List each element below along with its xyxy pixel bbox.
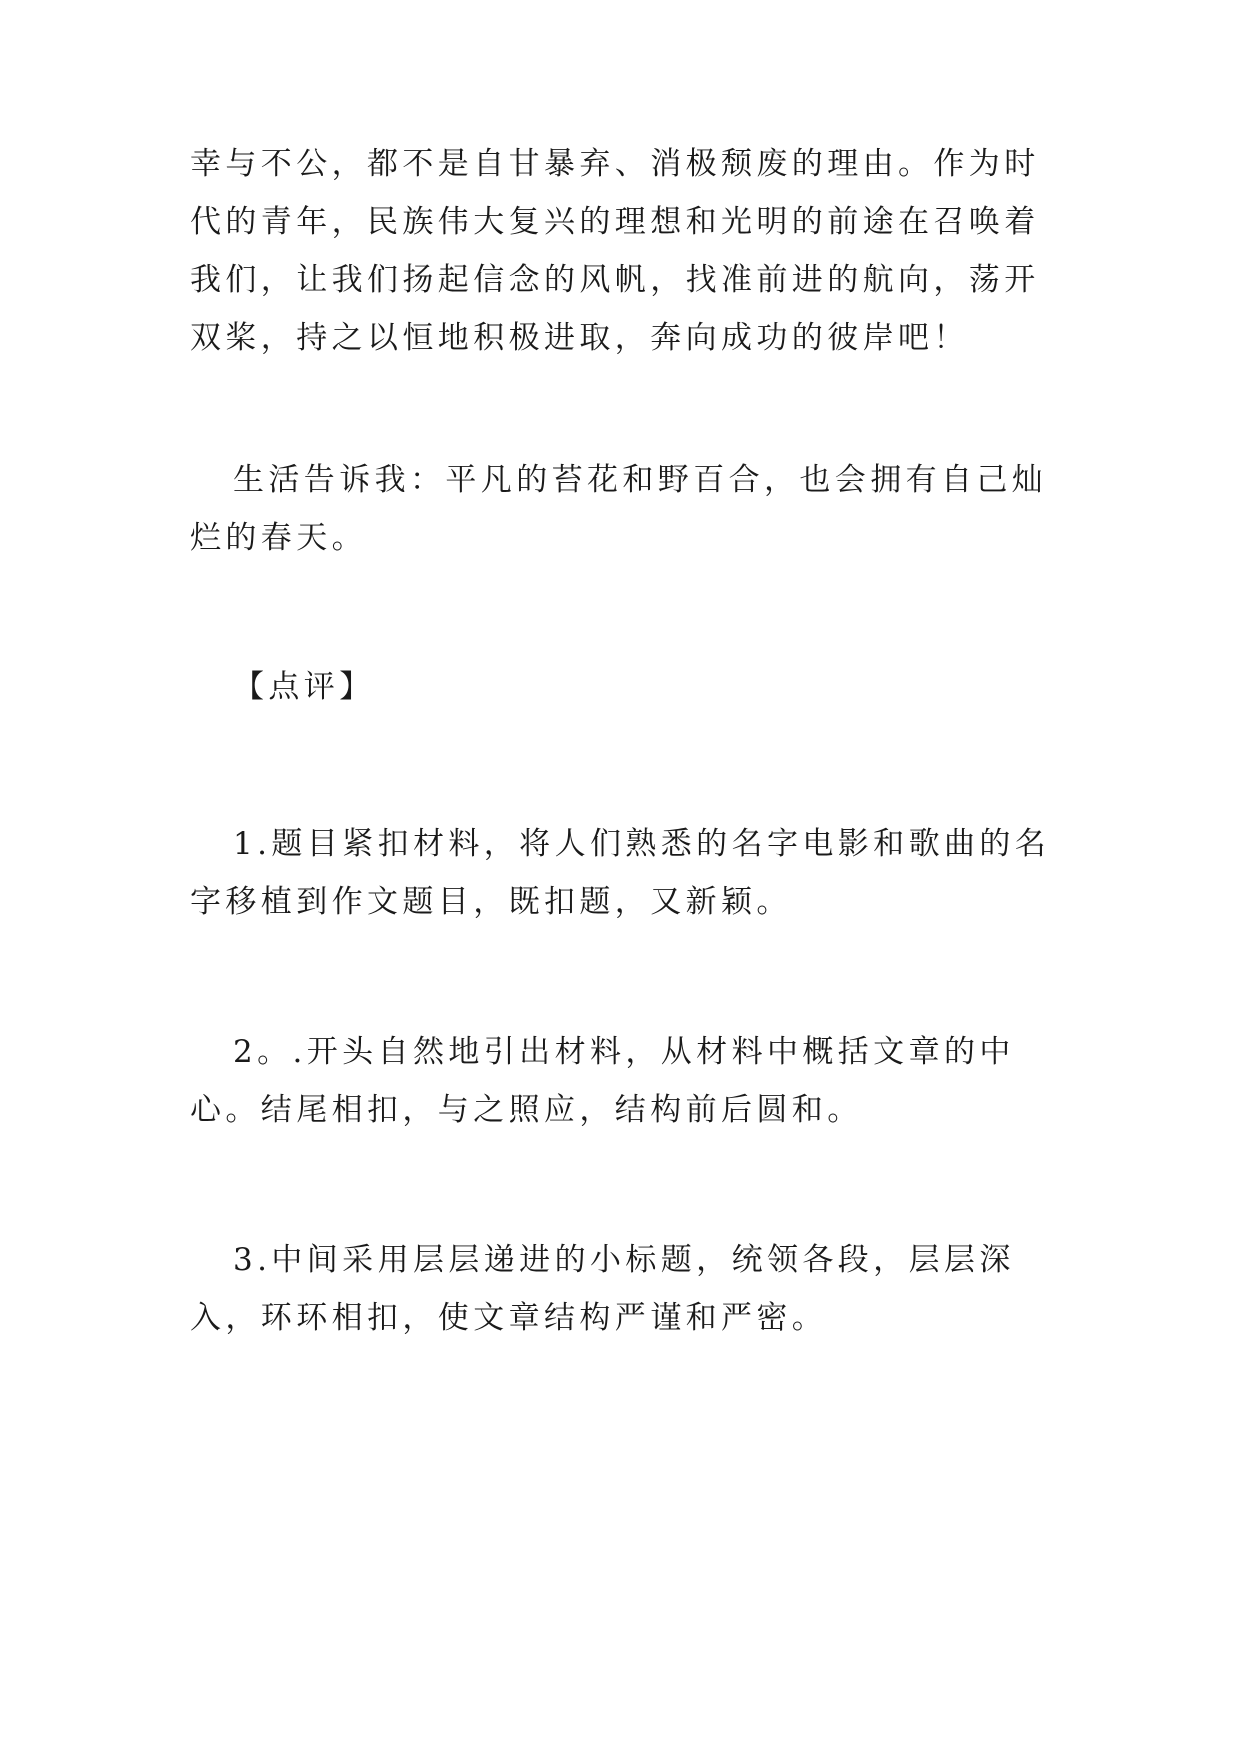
paragraph-text: 2。.开头自然地引出材料，从材料中概括文章的中心。结尾相扣，与之照应，结构前后圆和。 (190, 1034, 1015, 1128)
paragraph-text: 生活告诉我：平凡的苔花和野百合，也会拥有自己灿烂的春天。 (190, 462, 1048, 556)
paragraph-text: 3.中间采用层层递进的小标题，统领各段，层层深入，环环相扣，使文章结构严谨和严密。 (190, 1242, 1015, 1336)
comment-item-2 (190, 1023, 1058, 1139)
paragraph-text: 1.题目紧扣材料，将人们熟悉的名字电影和歌曲的名字移植到作文题目，既扣题，又新颖。 (190, 826, 1051, 920)
comment-heading (190, 658, 1058, 716)
paragraph-continuation (190, 135, 1058, 367)
paragraph-text: 幸与不公，都不是自甘暴弃、消极颓废的理由。作为时代的青年，民族伟大复兴的理想和光明的前途在召唤着我们，让我们扬起信念的风帆，找准前进的航向，荡开双桨，持之以恒地积极进取，奔向成功的彼岸吧！ (190, 146, 1040, 356)
paragraph-conclusion (190, 451, 1058, 567)
comment-item-1 (190, 815, 1058, 931)
heading-text: 【点评】 (233, 669, 375, 705)
comment-item-3 (190, 1231, 1058, 1347)
